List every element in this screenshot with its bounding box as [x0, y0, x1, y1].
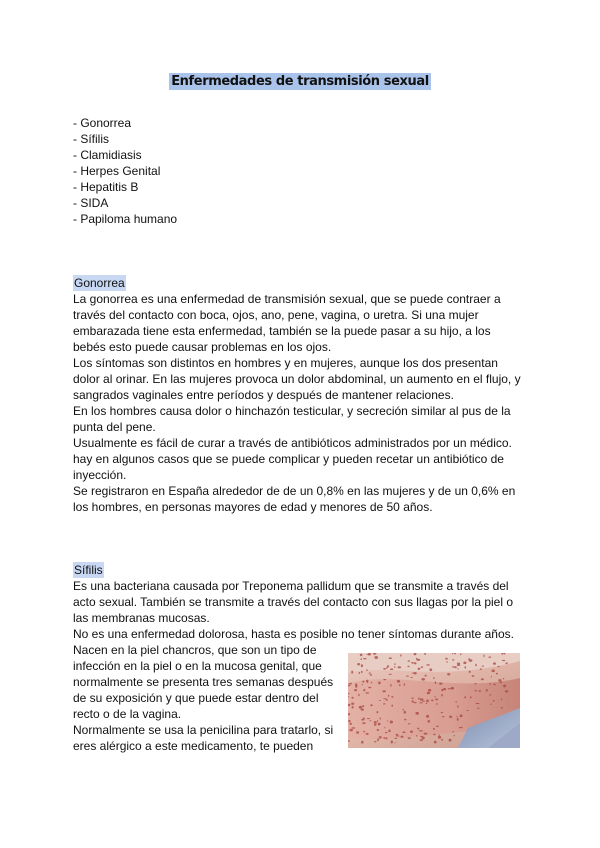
rash-spot: [366, 654, 369, 655]
rash-spot: [448, 688, 451, 689]
rash-spot: [457, 663, 460, 665]
rash-spot: [439, 683, 442, 685]
rash-spot: [457, 668, 458, 669]
rash-spot: [388, 695, 389, 697]
rash-spot: [503, 678, 504, 679]
rash-spot: [443, 688, 446, 690]
rash-spot: [404, 683, 405, 686]
rash-spot: [426, 700, 429, 703]
rash-spot: [491, 670, 495, 673]
rash-spot: [476, 703, 480, 704]
paragraph-line: Es una bacteriana causada por Treponema pallidum que se transmite a través del: [73, 579, 509, 593]
rash-spot: [379, 736, 382, 739]
rash-spot: [389, 674, 392, 675]
rash-spot: [475, 664, 477, 667]
rash-spot: [356, 731, 359, 733]
rash-spot: [486, 689, 488, 692]
rash-spot: [388, 730, 390, 733]
rash-spot: [431, 700, 434, 702]
rash-spot: [383, 690, 386, 692]
paragraph-line: La gonorrea es una enfermedad de transmisión sexual, que se puede contraer a: [73, 292, 501, 306]
rash-spot: [401, 736, 404, 738]
rash-spot: [490, 704, 491, 705]
rash-spot: [501, 698, 502, 700]
rash-spot: [383, 703, 386, 704]
rash-spot: [359, 706, 362, 709]
rash-spot: [498, 666, 500, 667]
rash-spot: [420, 698, 424, 700]
rash-spot: [465, 666, 467, 669]
rash-spot: [501, 707, 503, 709]
rash-spot: [351, 703, 354, 705]
rash-spot: [403, 709, 404, 711]
rash-spot: [397, 680, 400, 683]
rash-spot: [419, 730, 421, 731]
section-body-sifilis: [73, 578, 543, 642]
rash-spot: [361, 671, 363, 673]
rash-spot: [474, 683, 476, 684]
list-item: - Sífilis: [73, 132, 109, 146]
list-item: - Hepatitis B: [73, 180, 139, 194]
rash-spot: [374, 721, 377, 723]
rash-spot: [348, 720, 350, 722]
rash-spot: [455, 701, 457, 702]
rash-spot: [483, 654, 484, 657]
rash-spot: [408, 660, 411, 661]
rash-spot: [370, 704, 373, 706]
rash-spot: [457, 716, 458, 717]
rash-spot: [377, 711, 379, 713]
rash-spot: [416, 735, 418, 736]
rash-spot: [449, 716, 452, 718]
rash-spot: [391, 696, 393, 697]
rash-spot: [389, 657, 392, 659]
rash-spot: [482, 666, 484, 667]
rash-spot: [493, 700, 495, 702]
rash-spot: [366, 692, 370, 693]
paragraph-line: de su exposición y que puede estar dentro del: [73, 691, 319, 705]
paragraph-line: recto o de la vagina.: [73, 707, 182, 721]
paragraph-line: En los hombres causa dolor o hinchazón testicular, y secreción similar al pus de la: [73, 404, 511, 418]
paragraph-line: Nacen en la piel chancros, que son un tipo de: [73, 643, 317, 657]
rash-spot: [407, 666, 409, 668]
rash-spot: [411, 698, 414, 699]
rash-spot: [503, 685, 506, 688]
rash-spot: [361, 741, 363, 744]
rash-spot: [359, 672, 361, 674]
rash-spot: [441, 694, 443, 697]
rash-spot: [505, 662, 507, 664]
rash-spot: [399, 684, 401, 686]
rash-spot: [357, 663, 360, 665]
rash-spot: [404, 719, 406, 721]
rash-spot: [411, 662, 413, 664]
rash-spot: [421, 730, 422, 732]
rash-spot: [362, 684, 363, 685]
rash-spot: [418, 697, 419, 700]
rash-spot: [446, 661, 447, 663]
rash-spot: [348, 713, 350, 716]
rash-spot: [386, 667, 388, 668]
list-item: - Gonorrea: [73, 116, 132, 130]
paragraph-line: los hombres, en personas mayores de edad y menores de 50 años.: [73, 500, 433, 514]
rash-spot: [386, 699, 389, 700]
rash-spot: [363, 658, 366, 659]
rash-spot: [369, 673, 371, 674]
rash-spot: [385, 732, 387, 733]
section-heading-sifilis: Sífilis: [74, 563, 103, 577]
rash-spot: [426, 715, 429, 718]
rash-spot: [378, 682, 381, 685]
list-item: - Herpes Genital: [73, 164, 161, 178]
paragraph-line: No es una enfermedad dolorosa, hasta es posible no tener síntomas durante años.: [73, 627, 514, 641]
list-item: - SIDA: [73, 196, 109, 210]
rash-spot: [366, 733, 369, 735]
rash-spot: [493, 662, 496, 664]
rash-spot: [366, 670, 368, 671]
rash-spot: [361, 658, 363, 660]
rash-spot: [370, 674, 373, 676]
rash-spot: [460, 714, 463, 717]
rash-spot: [502, 660, 505, 661]
rash-spot: [452, 659, 454, 660]
rash-spot: [422, 701, 425, 702]
rash-spot: [496, 673, 498, 675]
rash-spot: [378, 723, 381, 726]
rash-spot: [374, 656, 378, 659]
rash-spot: [362, 705, 364, 707]
rash-spot: [383, 679, 386, 680]
rash-spot: [394, 663, 396, 664]
paragraph-line: hay en algunos casos que se puede complicar y pueden recetar un antibiótico de: [73, 452, 504, 466]
rash-spot: [358, 694, 360, 696]
rash-spot: [383, 668, 386, 670]
rash-spot: [419, 702, 423, 703]
rash-spot: [369, 720, 371, 721]
rash-spot: [396, 734, 399, 736]
rash-spot: [412, 700, 414, 703]
rash-spot: [425, 675, 427, 677]
rash-spot: [361, 719, 364, 720]
rash-spot: [414, 702, 417, 704]
rash-spot: [469, 659, 473, 662]
rash-spot: [459, 727, 463, 728]
rash-spot: [377, 738, 379, 741]
rash-spot: [434, 741, 437, 744]
rash-spot: [489, 694, 491, 695]
rash-spot: [400, 654, 401, 656]
rash-spot: [416, 658, 417, 661]
rash-spot: [390, 668, 393, 670]
rash-spot: [418, 668, 420, 670]
rash-spot: [428, 689, 431, 692]
list-item: - Clamidiasis: [73, 148, 142, 162]
rash-spot: [481, 678, 484, 680]
rash-spot: [427, 720, 430, 723]
rash-spot: [415, 712, 419, 715]
rash-spot: [452, 653, 453, 654]
rash-spot: [445, 658, 448, 660]
rash-spot: [491, 676, 492, 677]
rash-spot: [454, 735, 455, 736]
paragraph-line: Los síntomas son distintos en hombres y en mujeres, aunque los dos presentan: [73, 356, 498, 370]
rash-spot: [354, 689, 357, 691]
rash-spot: [349, 729, 353, 732]
rash-spot: [352, 727, 356, 728]
rash-spot: [363, 689, 365, 692]
rash-spot: [478, 690, 481, 692]
rash-spot: [384, 727, 386, 728]
rash-spot: [368, 687, 371, 689]
list-item: - Papiloma humano: [73, 212, 178, 226]
rash-spot: [429, 668, 432, 671]
paragraph-line: Usualmente es fácil de curar a través de antibióticos administrados por un médico.: [73, 436, 512, 450]
paragraph-line: sangrados vaginales entre períodos y después de mantener relaciones.: [73, 388, 454, 402]
rash-spot: [452, 731, 454, 732]
rash-spot: [439, 734, 440, 736]
rash-spot: [410, 677, 413, 678]
rash-spot: [391, 705, 393, 707]
rash-spot: [391, 741, 393, 744]
rash-spot: [474, 690, 477, 691]
rash-spot: [404, 711, 407, 714]
paragraph-line: eres alérgico a este medicamento, te pueden: [73, 739, 314, 753]
rash-spot: [435, 699, 438, 701]
rash-spot: [351, 697, 353, 699]
rash-spot: [350, 723, 352, 725]
rash-spot: [435, 681, 437, 684]
rash-spot: [436, 726, 439, 728]
paragraph-line: infección en la piel o en la mucosa genital, que: [73, 659, 322, 673]
rash-spot: [505, 690, 509, 692]
rash-spot: [374, 724, 377, 726]
rash-spot: [396, 736, 400, 737]
rash-spot: [447, 673, 450, 675]
rash-spot: [442, 716, 445, 717]
rash-spot: [377, 720, 378, 722]
rash-spot: [464, 696, 466, 698]
rash-spot: [377, 729, 380, 731]
rash-spot: [469, 671, 471, 673]
disease-list: [73, 115, 177, 227]
document-title: Enfermedades de transmisión sexual: [171, 74, 429, 89]
rash-spot: [426, 703, 428, 704]
paragraph-line: Se registraron en España alrededor de de un 0,8% en las mujeres y de un 0,6% en: [73, 484, 516, 498]
rash-spot: [463, 662, 466, 665]
rash-spot: [390, 721, 393, 724]
rash-spot: [493, 684, 496, 685]
rash-spot: [383, 737, 385, 739]
rash-spot: [410, 731, 413, 733]
rash-spot: [427, 692, 430, 694]
rash-spot: [434, 696, 436, 697]
rash-spot: [477, 708, 480, 709]
rash-spot: [361, 664, 363, 667]
rash-spot: [433, 677, 435, 678]
paragraph-line: las membranas mucosas.: [73, 611, 210, 625]
paragraph-line: acto sexual. También se transmite a través del contacto con sus llagas por la piel o: [73, 595, 514, 609]
rash-spot: [380, 718, 381, 720]
rash-spot: [457, 718, 459, 721]
rash-spot: [470, 696, 472, 698]
rash-spot: [352, 707, 354, 709]
rash-spot: [390, 684, 391, 687]
rash-spot: [451, 687, 454, 690]
rash-spot: [460, 654, 462, 656]
rash-spot: [488, 657, 491, 658]
rash-spot: [402, 731, 405, 733]
rash-spot: [361, 709, 364, 711]
rash-spot: [374, 741, 376, 742]
paragraph-line: bebés esto puede causar problemas en los ojos.: [73, 340, 332, 354]
rash-spot: [421, 666, 423, 668]
section-body-sifilis-wrapped: [73, 642, 345, 754]
rash-spot: [383, 698, 387, 699]
rash-spot: [350, 683, 352, 685]
rash-spot: [408, 737, 411, 739]
rash-spot: [394, 738, 397, 739]
rash-spot: [449, 739, 452, 742]
rash-spot: [387, 720, 388, 721]
rash-spot: [406, 676, 409, 677]
rash-spot: [426, 664, 430, 665]
skin-rash-photo: [348, 653, 520, 748]
rash-spot: [433, 728, 435, 730]
rash-spot: [351, 671, 353, 674]
rash-spot: [362, 681, 364, 683]
rash-spot: [472, 675, 475, 677]
rash-spot: [414, 662, 417, 664]
rash-spot: [441, 739, 443, 741]
rash-spot: [466, 710, 469, 711]
rash-spot: [438, 736, 441, 739]
paragraph-line: punta del pene.: [73, 420, 156, 434]
rash-spot: [366, 680, 368, 683]
rash-spot: [500, 681, 502, 683]
rash-spot: [360, 654, 363, 657]
rash-spot: [394, 666, 396, 668]
rash-spot: [480, 668, 482, 670]
rash-spot: [417, 728, 419, 730]
rash-spot: [457, 705, 458, 708]
paragraph-line: Normalmente se usa la penicilina para tratarlo, si: [73, 723, 334, 737]
rash-spot: [367, 718, 370, 719]
rash-spot: [363, 731, 365, 733]
title-container: [0, 72, 600, 90]
rash-spot: [371, 682, 372, 684]
rash-spot: [498, 679, 501, 681]
section-heading-gonorrea: Gonorrea: [74, 276, 125, 290]
rash-spot: [420, 739, 424, 741]
section-body-gonorrea: [73, 291, 543, 515]
paragraph-line: normalmente se presenta tres semanas después: [73, 675, 334, 689]
rash-spot: [362, 722, 366, 724]
rash-spot: [436, 703, 438, 705]
rash-spot: [420, 736, 423, 737]
rash-spot: [395, 742, 396, 743]
rash-spot: [379, 700, 381, 701]
rash-spot: [408, 723, 410, 724]
rash-spot: [414, 672, 417, 674]
rash-spot: [452, 666, 455, 667]
rash-spot: [398, 666, 402, 668]
rash-spot: [387, 665, 389, 667]
rash-spot: [424, 733, 428, 735]
paragraph-line: embarazada tiene esta enfermedad, también se la puede pasar a su hijo, a los: [73, 324, 491, 338]
rash-spot: [433, 734, 436, 736]
rash-spot: [441, 712, 443, 713]
paragraph-line: inyección.: [73, 468, 127, 482]
paragraph-line: dolor al orinar. En las mujeres provoca un dolor abdominal, un aumento en el flujo, y: [73, 372, 521, 386]
paragraph-line: través del contacto con boca, ojos, ano, pene, vagina, o uretra. Si una mujer: [73, 308, 479, 322]
rash-spot: [355, 683, 357, 686]
rash-spot: [386, 737, 388, 739]
rash-spot: [489, 683, 491, 684]
rash-spot: [421, 678, 425, 681]
